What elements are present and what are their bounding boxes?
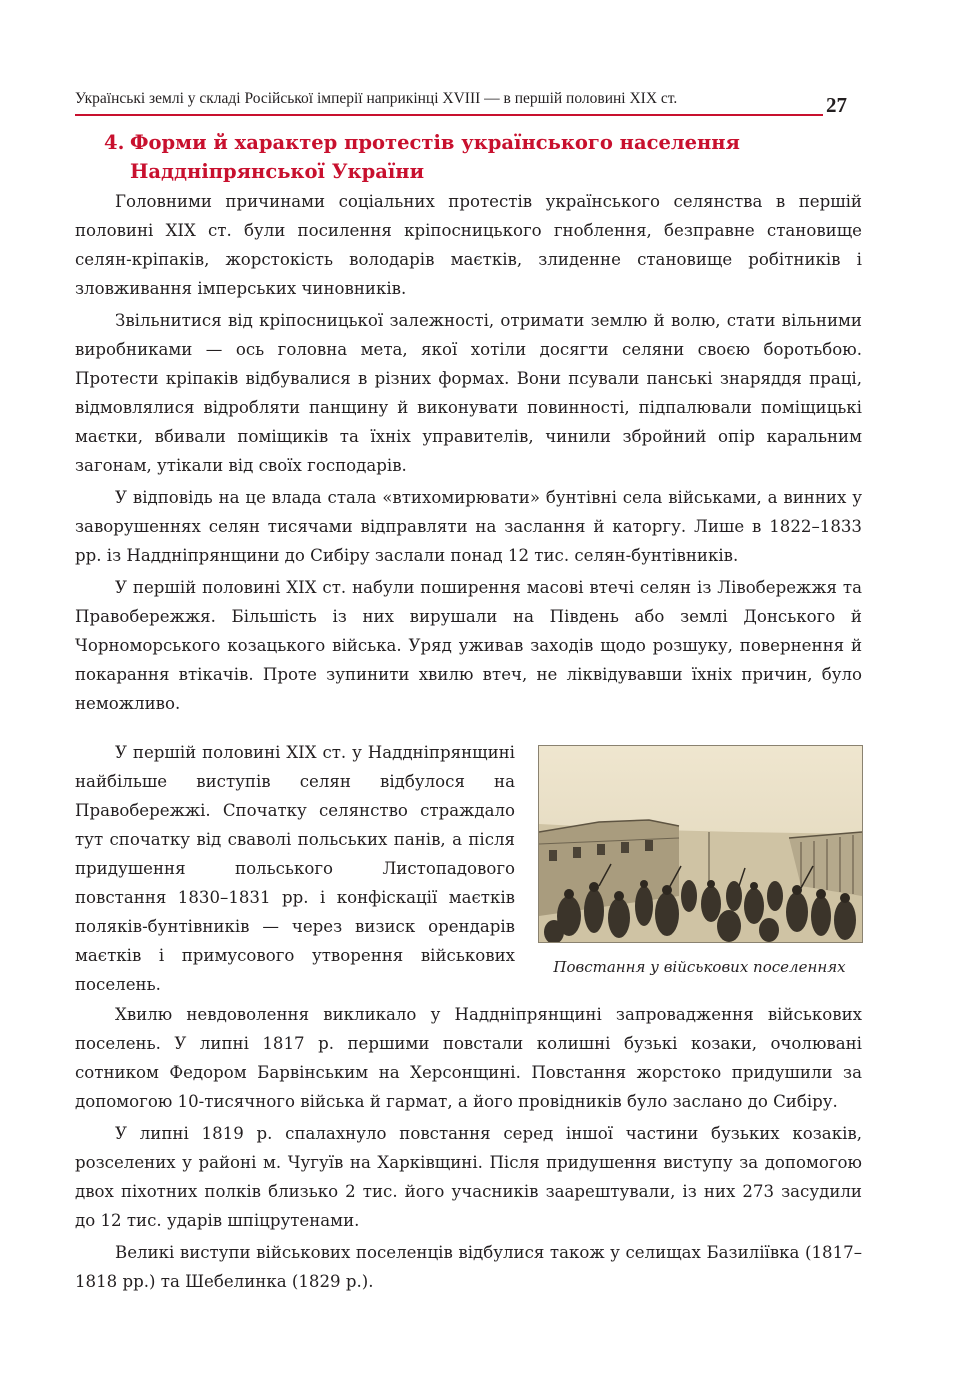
paragraph: Хвилю невдоволення викликало у Наддніпрянщині запровадження військових поселень. У липні 1817 р. першими повстали колишні бузькі козаки, очолювані сотником Федором Барвінським на Херсонщині. Повстання жорстоко придушили за допомогою 10-тисячного війська й гармат, а його провідників було заслано до Сибіру. <box>75 1005 862 1111</box>
header-rule <box>75 114 823 116</box>
engraving-image <box>539 746 862 942</box>
page-number: 27 <box>826 93 847 117</box>
text-block-top <box>75 187 862 721</box>
paragraph: У першій половині XIX ст. у Наддніпрянщині найбільше виступів селян відбулося на Правобережжі. Спочатку селянство страждало тут спочатку від сваволі польських панів, а після придушення польського Листопадового повстання 1830–1831 рр. і конфіскації маєтків поляків-бунтівників — через визиск орендарів маєтків і примусового утворення військових поселень. <box>75 743 515 994</box>
paragraph: У першій половині XIX ст. набули поширення масові втечі селян із Лівобережжя та Правобережжя. Більшість із них вирушали на Південь або землі Донського й Чорноморського козацького війська. Уряд уживав заходів щодо розшуку, повернення й покарання втікачів. Проте зупинити хвилю втеч, не ліквідувавши їхніх причин, було неможливо. <box>75 578 862 713</box>
paragraph: У липні 1819 р. спалахнуло повстання серед іншої частини бузьких козаків, розселених у районі м. Чугуїв на Харківщині. Після придушення виступу за допомогою двох піхотних полків близько 2 тис. його учасників заарештували, із них 273 засудили до 12 тис. ударів шпіцрутенами. <box>75 1124 862 1230</box>
running-header: Українські землі у складі Російської імперії наприкінці XVIII — в першій половині XIX ст. <box>75 90 678 107</box>
text-block-wrap <box>75 738 515 999</box>
paragraph: Головними причинами соціальних протестів українського селянства в першій половині XIX ст. були посилення кріпосницького гноблення, безправне становище селян-кріпаків, жорстокість володарів маєтків, злиденне становище робітників і зловживання імперських чиновників. <box>75 192 862 298</box>
section-title-line2: Наддніпрянської України <box>130 160 425 183</box>
figure-caption: Повстання у військових поселеннях <box>553 958 846 976</box>
illustration-uprising <box>538 745 863 943</box>
paragraph: У відповідь на це влада стала «втихомирювати» бунтівні села військами, а винних у заворушеннях селян тисячами відправляти на заслання й каторгу. Лише в 1822–1833 рр. із Наддніпрянщини до Сибіру заслали понад 12 тис. селян-бунтівників. <box>75 488 862 565</box>
section-number: 4. <box>104 131 125 154</box>
paragraph: Звільнитися від кріпосницької залежності, отримати землю й волю, стати вільними виробниками — ось головна мета, якої хотіли досягти селяни своєю боротьбою. Протести кріпаків відбувалися в різних формах. Вони псували панські знаряддя праці, відмовлялися відробляти панщину й виконувати повинності, підпалювали поміщицькі маєтки, вбивали поміщиків та їхніх управителів, чинили збройний опір каральним загонам, утікали від своїх господарів. <box>75 311 862 475</box>
section-title <box>104 128 864 186</box>
paragraph: Великі виступи військових поселенців відбулися також у селищах Базиліївка (1817–1818 рр.) та Шебелинка (1829 р.). <box>75 1243 862 1291</box>
text-block-bottom <box>75 1000 862 1299</box>
section-title-line1: Форми й характер протестів українського населення <box>130 131 740 154</box>
